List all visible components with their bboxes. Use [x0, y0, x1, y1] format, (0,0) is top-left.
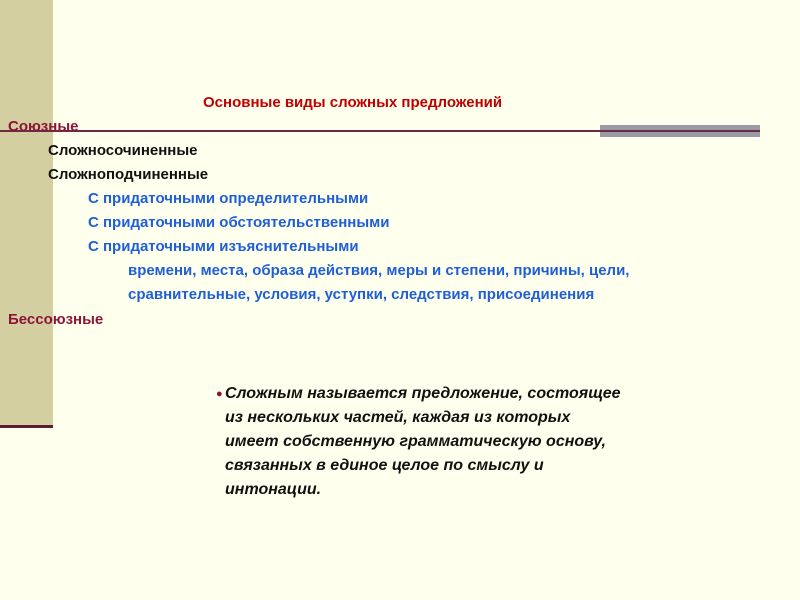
definition-line: связанных в единое целое по смыслу и [225, 457, 544, 474]
side-decor-rule [0, 425, 53, 428]
outline-item-izyasnitelnye: С придаточными изъяснительными [88, 238, 359, 255]
outline-item-bessoyuznye: Бессоюзные [8, 311, 104, 328]
definition-line: из нескольких частей, каждая из которых [225, 409, 571, 426]
outline-item-slozhnopodchinennye: Сложноподчиненные [48, 166, 209, 183]
outline-item-opredelitelnye: С придаточными определительными [88, 190, 369, 207]
definition-block [216, 382, 736, 502]
outline-item-soyuznye: Союзные [8, 118, 79, 135]
slide-title: Основные виды сложных предложений [203, 94, 503, 111]
definition-line: интонации. [225, 481, 322, 498]
bullet-icon: ● [216, 388, 223, 400]
outline-item-subtypes-1: времени, места, образа действия, меры и степени, причины, цели, [128, 262, 630, 279]
rule-accent-line [600, 130, 760, 132]
definition-line: Сложным называется предложение, состоящее [225, 385, 621, 402]
outline-item-subtypes-2: сравнительные, условия, уступки, следствия, присоединения [128, 286, 595, 303]
definition-line: имеет собственную грамматическую основу, [225, 433, 606, 450]
outline-item-slozhnosochinennye: Сложносочиненные [48, 142, 198, 159]
outline-item-obstoyatelstvennye: С придаточными обстоятельственными [88, 214, 390, 231]
side-decor-bar [0, 0, 53, 427]
